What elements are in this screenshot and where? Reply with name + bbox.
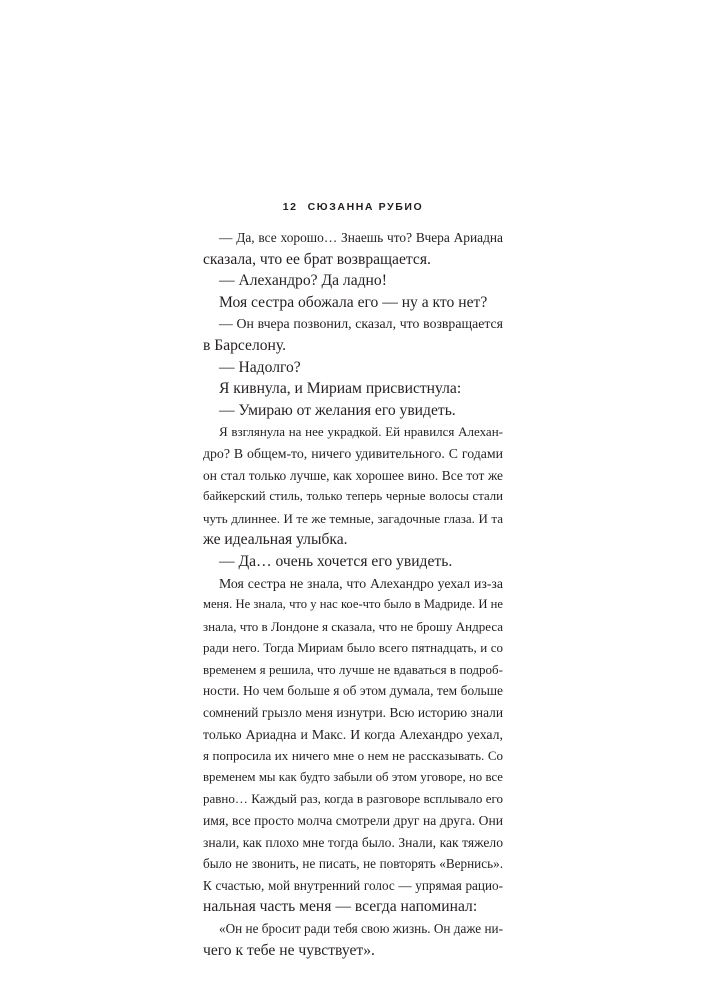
text-line: я попросила их ничего мне о нем не рассказывать. Со <box>203 748 503 764</box>
text-line: — Надолго? <box>219 358 301 376</box>
text-line: сомнений грызло меня изнутри. Всю историю знали <box>203 705 503 721</box>
text-line: сказала, что ее брат возвращается. <box>203 250 431 268</box>
text-line: в Барселону. <box>203 336 287 354</box>
text-line: знали, как плохо мне тогда было. Знали, как тяжело <box>203 834 503 850</box>
text-line: Я взглянула на нее украдкой. Ей нравился Алехан- <box>219 424 503 440</box>
text-line: только Ариадна и Макс. И когда Алехандро уехал, <box>203 726 503 742</box>
text-line: — Да… очень хочется его увидеть. <box>219 552 453 570</box>
text-line: байкерский стиль, только теперь черные волосы стали <box>203 489 503 504</box>
text-line: К счастью, мой внутренний голос — упрямая рацио- <box>203 877 503 893</box>
text-line: — Он вчера позвонил, сказал, что возвращается <box>219 316 503 332</box>
text-line: знала, что в Лондоне я сказала, что не брошу Андреса <box>203 618 504 634</box>
text-line: меня. Не знала, что у нас кое-что было в Мадриде. И не <box>203 597 503 612</box>
text-line: Я кивнула, и Мириам присвистнула: <box>219 380 462 398</box>
text-line: — Да, все хорошо… Знаешь что? Вчера Ариадна <box>219 230 503 245</box>
running-head <box>203 199 503 215</box>
text-line: Моя сестра не знала, что Алехандро уехал из-за <box>219 575 503 591</box>
text-line: ности. Но чем больше я об этом думала, тем больше <box>203 683 503 699</box>
text-line: равно… Каждый раз, когда в разговоре всплывало его <box>203 791 503 807</box>
text-line: нальная часть меня — всегда напоминал: <box>203 898 478 916</box>
page-number: 12 <box>282 201 298 213</box>
text-line: временем мы как будто забыли об этом уговоре, но все <box>203 769 503 784</box>
text-line: он стал только лучше, как хорошее вино. Все тот же <box>203 467 503 483</box>
text-line: чего к тебе не чувствует». <box>203 941 375 959</box>
author-name: СЮЗАННА РУБИО <box>307 201 424 213</box>
text-line: чуть длиннее. И те же темные, загадочные глаза. И та <box>203 510 503 526</box>
text-line: ради него. Тогда Мириам было всего пятнадцать, и со <box>203 640 503 656</box>
text-line: — Умираю от желания его увидеть. <box>219 401 456 419</box>
text-line: временем я решила, что лучше не вдаваться в подроб- <box>203 661 503 677</box>
text-line: было не звонить, не писать, не повторять «Вернись». <box>203 856 503 872</box>
text-line: же идеальная улыбка. <box>203 531 348 549</box>
body-text <box>203 227 503 961</box>
text-line: «Он не бросит ради тебя свою жизнь. Он даже ни- <box>219 921 503 936</box>
text-line: Моя сестра обожала его — ну а кто нет? <box>219 293 488 311</box>
text-line: имя, все просто молча смотрели друг на друга. Они <box>203 813 503 829</box>
text-line: дро? В общем-то, ничего удивительного. С годами <box>203 445 503 461</box>
text-line: — Алехандро? Да ладно! <box>219 272 387 290</box>
